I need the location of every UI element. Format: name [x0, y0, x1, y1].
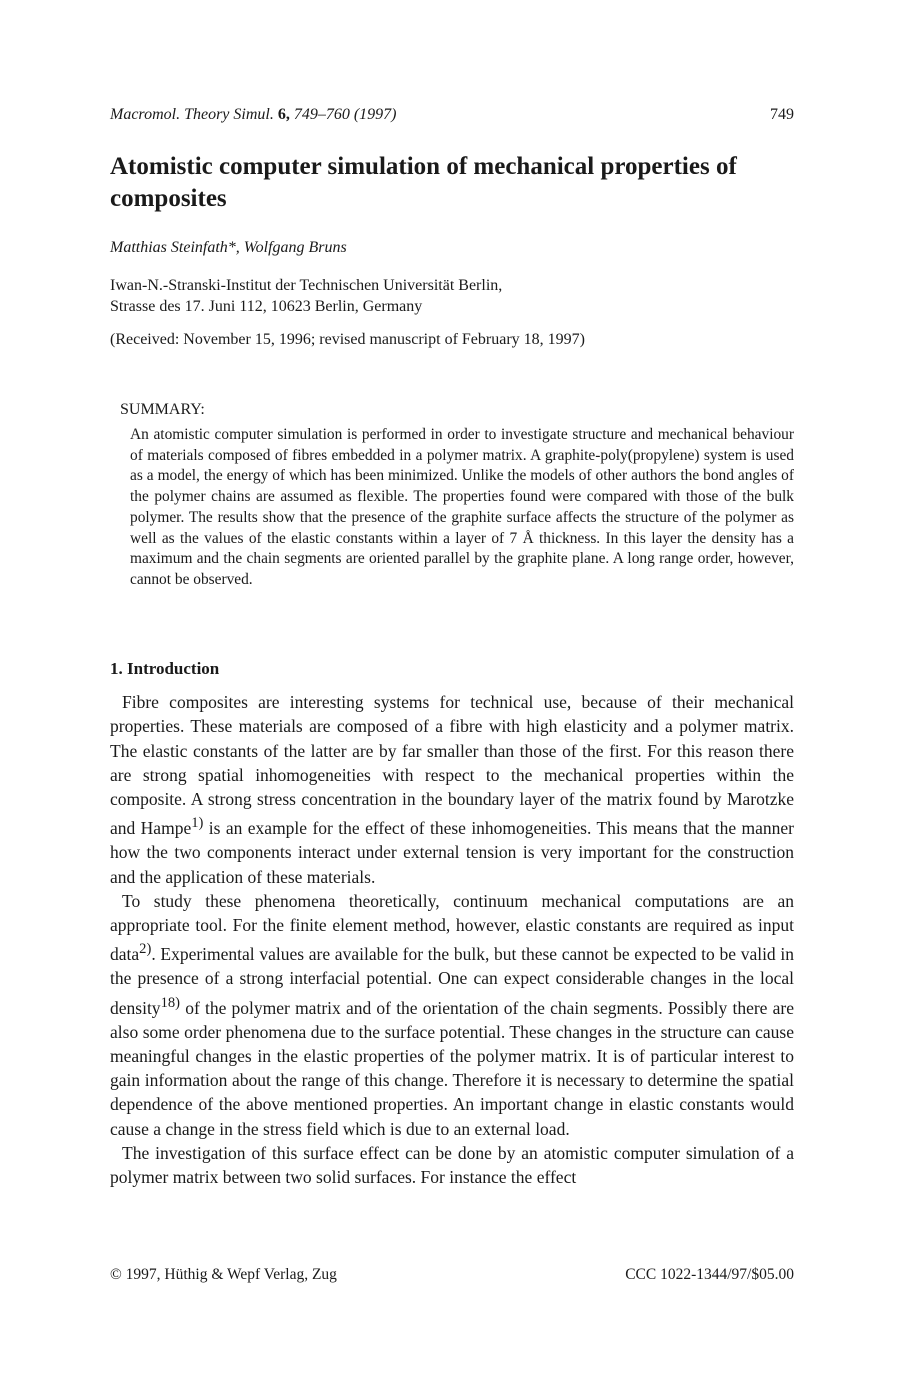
introduction-paragraph-1 — [110, 690, 794, 889]
summary-heading: SUMMARY: — [120, 401, 205, 418]
journal-name: Macromol. Theory Simul. — [110, 106, 274, 123]
article-title: Atomistic computer simulation of mechanical properties of composites — [110, 153, 737, 212]
copyright-notice: © 1997, Hüthig & Wepf Verlag, Zug — [110, 1266, 337, 1283]
affiliation-line-1: Iwan-N.-Stranski-Institut der Technischen Universität Berlin, — [110, 277, 503, 294]
journal-volume: 6, — [277, 106, 290, 123]
journal-citation — [110, 106, 397, 124]
paragraph-1-text-a: Fibre composites are interesting systems for technical use, because of their mechanical properties. These materials are composed of a fibre with high elasticity and a polymer matrix. The elastic constants of the latter are by far smaller than those of the first. For this reason there are strong spatial inhomogeneities with respect to the mechanical properties within the composite. A strong stress concentration in the boundary layer of the matrix found by Marotzke and Hampe — [110, 692, 794, 839]
affiliation-line-2: Strasse des 17. Juni 112, 10623 Berlin, Germany — [110, 298, 423, 315]
journal-pages-year: 749–760 (1997) — [293, 106, 397, 123]
paragraph-1-text-b: is an example for the effect of these inhomogeneities. This means that the manner how the two components interact under external tension is very important for the construction and the application of these materials. — [110, 818, 794, 887]
received-dates: (Received: November 15, 1996; revised manuscript of February 18, 1997) — [110, 331, 585, 348]
reference-1-marker: 1) — [191, 815, 204, 832]
ccc-code: CCC 1022-1344/97/$05.00 — [625, 1266, 794, 1283]
article-affiliation — [110, 275, 502, 317]
paragraph-2-text-b: . Experimental values are available for the bulk, but these cannot be expected to be valid in the presence of a strong interfacial potential. One can expect considerable changes in the local density — [110, 944, 794, 1018]
paragraph-2-text-a: To study these phenomena theoretically, continuum mechanical computations are an appropriate tool. For the finite element method, however, elastic constants are required as input data — [110, 890, 794, 965]
reference-2-marker: 2) — [139, 941, 152, 958]
running-head — [110, 106, 794, 128]
summary-text: An atomistic computer simulation is performed in order to investigate structure and mechanical behaviour of materials composed of fibres embedded in a polymer matrix. A graphite-poly(propylene) system is used as a model, the energy of which has been minimized. Unlike the models of other authors the bond angles of the polymer chains are assumed as flexible. The properties found were compared with those of the bulk polymer. The results show that the presence of the graphite surface affects the structure of the polymer as well as the values of the elastic constants within a layer of 7 Å thickness. In this layer the density has a maximum and the chain segments are oriented parallel by the graphite plane. A long range order, however, cannot be observed. — [130, 426, 794, 588]
introduction-heading: 1. Introduction — [110, 659, 220, 678]
page-footer — [110, 1266, 794, 1288]
page-number: 749 — [770, 106, 794, 123]
introduction-paragraph-2 — [110, 889, 794, 1141]
paragraph-2-text-c: of the polymer matrix and of the orientation of the chain segments. Possibly there are also some order phenomena due to the surface potential. These changes in the structure can cause meaningful changes in the elastic properties of the polymer matrix. It is of particular interest to gain information about the range of this change. Therefore it is necessary to determine the spatial dependence of the above mentioned properties. An important change in elastic constants would cause a change in the stress field which is due to an external load. — [110, 997, 794, 1139]
introduction-body — [110, 690, 794, 1189]
introduction-paragraph-3: The investigation of this surface effect can be done by an atomistic computer simulation of a polymer matrix between two solid surfaces. For instance the effect — [110, 1142, 794, 1188]
paper-page — [110, 0, 794, 1387]
article-authors: Matthias Steinfath*, Wolfgang Bruns — [110, 239, 347, 256]
reference-18-marker: 18) — [160, 994, 180, 1011]
